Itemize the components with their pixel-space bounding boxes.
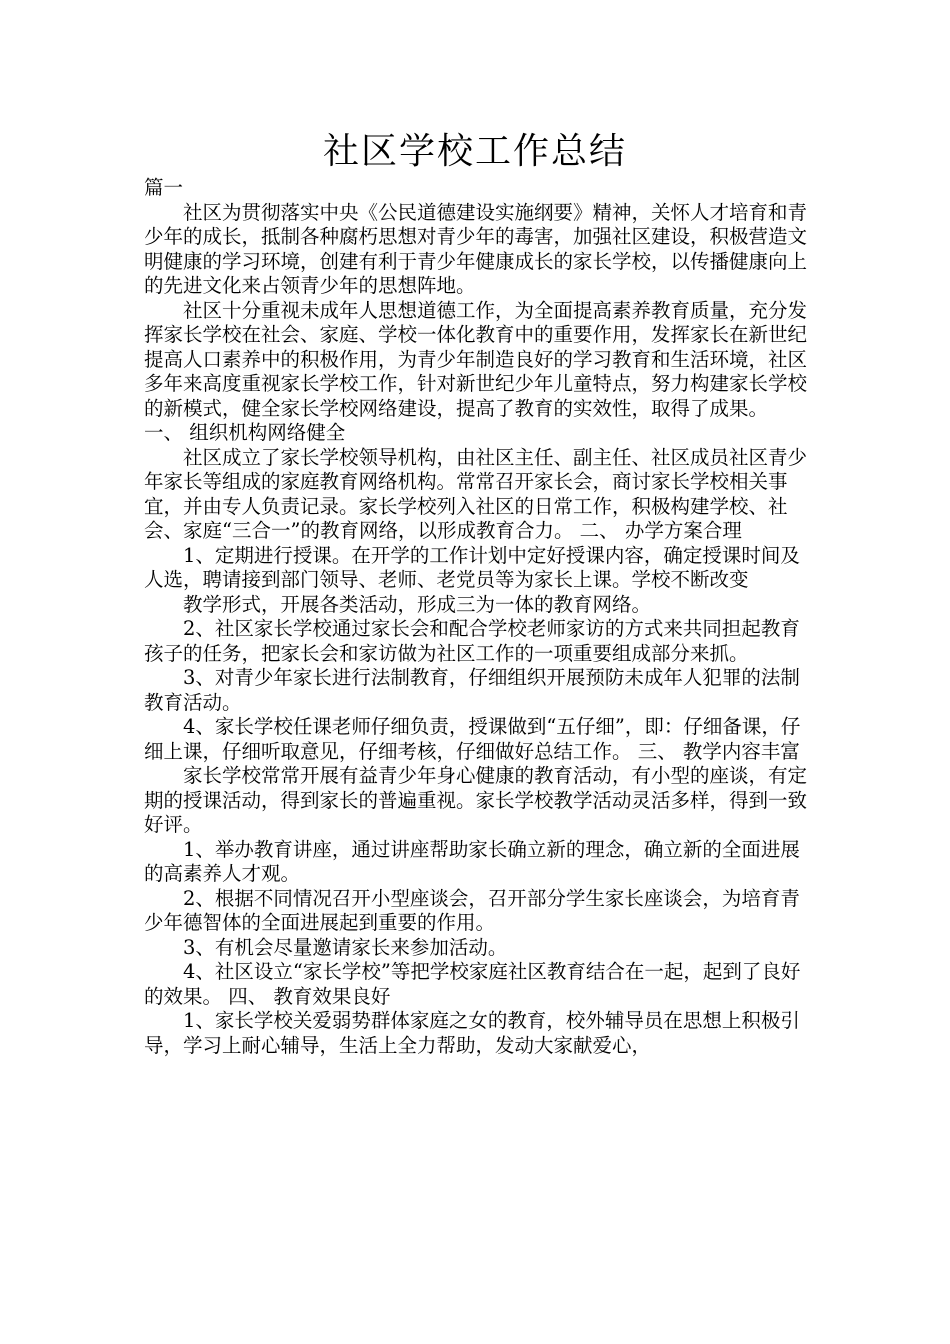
- paragraph: 2、根据不同情况召开小型座谈会，召开部分学生家长座谈会，为培育青少年德智体的全面进展起到重要的作用。: [144, 886, 800, 934]
- section-label: 篇一: [144, 176, 184, 199]
- document-body: [144, 176, 812, 1058]
- paragraph: 社区十分重视未成年人思想道德工作，为全面提高素养教育质量，充分发挥家长学校在社会、家庭、学校一体化教育中的重要作用，发挥家长在新世纪提高人口素养中的积极作用，为青少年制造良好的学习教育和生活环境，社区多年来高度重视家长学校工作，针对新世纪少年儿童特点，努力构建家长学校的新模式，健全家长学校网络建设，提高了教育的实效性，取得了成果。 一、 组织机构网络健全: [144, 298, 808, 444]
- paragraph: 家长学校常常开展有益青少年身心健康的教育活动，有小型的座谈，有定期的授课活动，得到家长的普遍重视。家长学校教学活动灵活多样，得到一致好评。: [144, 764, 808, 836]
- paragraph: 教学形式，开展各类活动，形成三为一体的教育网络。: [183, 592, 652, 616]
- paragraph: 1、定期进行授课。在开学的工作计划中定好授课内容，确定授课时间及人选，聘请接到部门领导、老师、老党员等为家长上课。学校不断改变: [144, 543, 800, 591]
- paragraph: 1、举办教育讲座，通过讲座帮助家长确立新的理念，确立新的全面进展的高素养人才观。: [144, 837, 800, 885]
- paragraph: 社区成立了家长学校领导机构，由社区主任、副主任、社区成员社区青少年家长等组成的家庭教育网络机构。常常召开家长会，商讨家长学校相关事宜，并由专人负责记录。家长学校列入社区的日常工作，积极构建学校、社会、家庭“三合一”的教育网络，以形成教育合力。 二、 办学方案合理: [144, 445, 808, 542]
- paragraph: 4、家长学校任课老师仔细负责，授课做到“五仔细”，即：仔细备课，仔细上课，仔细听取意见，仔细考核，仔细做好总结工作。 三、 教学内容丰富: [144, 715, 801, 763]
- paragraph: 3、有机会尽量邀请家长来参加活动。: [183, 935, 508, 959]
- paragraph: 社区为贯彻落实中央《公民道德建设实施纲要》精神，关怀人才培育和青少年的成长，抵制各种腐朽思想对青少年的毒害，加强社区建设，积极营造文明健康的学习环境，创建有利于青少年健康成长的家长学校，以传播健康向上的先进文化来占领青少年的思想阵地。: [144, 200, 808, 297]
- document-title: 社区学校工作总结: [322, 131, 627, 172]
- paragraph: 4、社区设立“家长学校”等把学校家庭社区教育结合在一起，起到了良好的效果。 四、 教育效果良好: [144, 960, 801, 1008]
- paragraph: 3、对青少年家长进行法制教育，仔细组织开展预防未成年人犯罪的法制教育活动。: [144, 666, 800, 714]
- paragraph: 2、社区家长学校通过家长会和配合学校老师家访的方式来共同担起教育孩子的任务，把家长会和家访做为社区工作的一项重要组成部分来抓。: [144, 617, 800, 665]
- paragraph: 1、家长学校关爱弱势群体家庭之女的教育，校外辅导员在思想上积极引导，学习上耐心辅导，生活上全力帮助，发动大家献爱心，: [144, 1009, 800, 1057]
